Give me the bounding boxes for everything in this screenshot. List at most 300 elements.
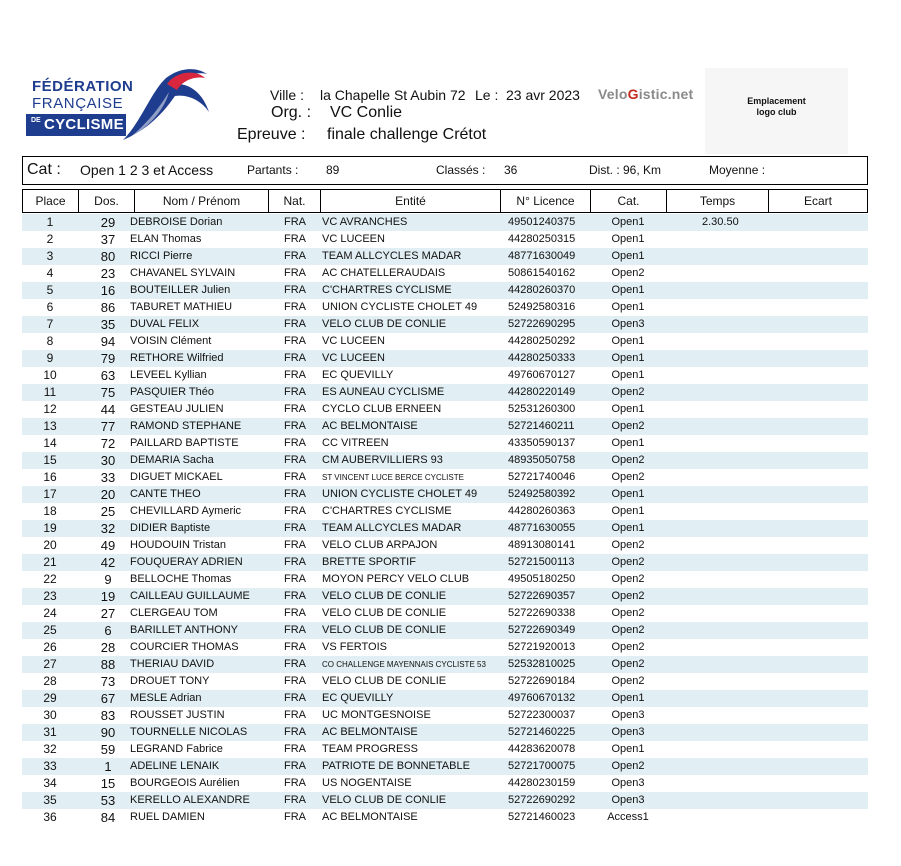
table-row (22, 418, 868, 435)
col-dos: Dos. (79, 190, 135, 212)
cell-cat: Open1 (611, 692, 645, 704)
cell-dos: 59 (100, 742, 116, 757)
cell-dos: 72 (100, 436, 116, 451)
cell-nom: GESTEAU JULIEN (130, 403, 224, 415)
ville-label: Ville : (270, 87, 304, 103)
cell-entite: VC LUCEEN (322, 233, 385, 245)
cell-nom: DUVAL FELIX (130, 318, 200, 330)
cell-entite: US NOGENTAISE (322, 777, 412, 789)
cell-nat: FRA (284, 420, 306, 432)
table-row (22, 775, 868, 792)
classes-value: 36 (504, 163, 518, 177)
cell-dos: 77 (100, 419, 116, 434)
logo-line2: FRANÇAISE (32, 95, 124, 112)
cell-entite: UNION CYCLISTE CHOLET 49 (322, 488, 478, 500)
date-label: Le : (475, 87, 499, 103)
cell-licence: 44280250333 (508, 352, 576, 364)
table-row (22, 690, 868, 707)
cell-licence: 48771630055 (508, 522, 576, 534)
cell-nom: CHAVANEL SYLVAIN (130, 267, 236, 279)
cell-place: 5 (46, 283, 54, 297)
logo-line1: FÉDÉRATION (32, 78, 134, 95)
cell-place: 32 (43, 742, 57, 756)
cell-dos: 79 (100, 351, 116, 366)
table-row (22, 282, 868, 299)
cell-nom: CANTE THEO (130, 488, 201, 500)
partants-label: Partants : (247, 163, 299, 177)
cell-entite: ST VINCENT LUCE BERCE CYCLISTE (322, 473, 464, 482)
cell-cat: Open1 (611, 216, 645, 228)
cell-nom: BOURGEOIS Aurélien (130, 777, 240, 789)
cell-cat: Open3 (611, 794, 645, 806)
cell-entite: AC BELMONTAISE (322, 726, 418, 738)
cell-nat: FRA (284, 811, 306, 823)
cell-licence: 44280230159 (508, 777, 576, 789)
col-nat: Nat. (269, 190, 321, 212)
cell-nom: CLERGEAU TOM (130, 607, 218, 619)
cat-label: Cat : (27, 161, 61, 178)
cell-dos: 75 (100, 385, 116, 400)
cell-licence: 48935050758 (508, 454, 576, 466)
cell-dos: 6 (104, 623, 112, 638)
cell-place: 12 (43, 402, 57, 416)
table-row (22, 384, 868, 401)
cell-nom: ROUSSET JUSTIN (130, 709, 225, 721)
cell-entite: BRETTE SPORTIF (322, 556, 416, 568)
cell-entite: AC BELMONTAISE (322, 811, 418, 823)
ffc-logo (26, 62, 212, 148)
cell-dos: 42 (100, 555, 116, 570)
epreuve-label: Epreuve : (237, 126, 306, 143)
cell-place: 17 (43, 487, 57, 501)
cell-dos: 27 (100, 606, 116, 621)
cell-cat: Open1 (611, 335, 645, 347)
cell-licence: 48913080141 (508, 539, 576, 551)
cell-licence: 44280260370 (508, 284, 576, 296)
cell-place: 11 (43, 385, 57, 399)
logo-line3: CYCLISME (44, 116, 124, 133)
cell-nom: RICCI Pierre (130, 250, 193, 262)
cell-licence: 50861540162 (508, 267, 576, 279)
cell-cat: Access1 (607, 811, 649, 823)
cell-nom: RAMOND STEPHANE (130, 420, 242, 432)
cell-cat: Open1 (611, 284, 645, 296)
cell-entite: UC MONTGESNOISE (322, 709, 431, 721)
cell-place: 23 (43, 589, 57, 603)
cell-licence: 52722690349 (508, 624, 576, 636)
cell-nat: FRA (284, 641, 306, 653)
cell-nom: DIDIER Baptiste (130, 522, 211, 534)
cell-nat: FRA (284, 233, 306, 245)
cell-licence: 43350590137 (508, 437, 576, 449)
col-cat: Cat. (591, 190, 667, 212)
cell-place: 27 (43, 657, 57, 671)
distance-label: Dist. : 96, Km (589, 163, 662, 177)
cell-licence: 52721700075 (508, 760, 576, 772)
cell-nom: PASQUIER Théo (130, 386, 214, 398)
table-row (22, 486, 868, 503)
cell-place: 33 (43, 759, 57, 773)
cell-cat: Open1 (611, 522, 645, 534)
cell-nom: RETHORE Wilfried (130, 352, 224, 364)
cell-entite: AC BELMONTAISE (322, 420, 418, 432)
cell-nom: MESLE Adrian (130, 692, 202, 704)
cell-cat: Open2 (611, 607, 645, 619)
cell-place: 1 (46, 215, 54, 229)
cell-nat: FRA (284, 386, 306, 398)
cell-licence: 52722690184 (508, 675, 576, 687)
cell-licence: 52721740046 (508, 471, 576, 483)
cell-nat: FRA (284, 760, 306, 772)
logo-line3-small: DE (31, 117, 41, 124)
cell-entite: AC CHATELLERAUDAIS (322, 267, 446, 279)
table-row (22, 299, 868, 316)
table-row (22, 231, 868, 248)
cell-nom: HOUDOUIN Tristan (130, 539, 226, 551)
cell-nat: FRA (284, 777, 306, 789)
cell-nom: CAILLEAU GUILLAUME (130, 590, 250, 602)
date-value: 23 avr 2023 (506, 87, 580, 103)
cell-licence: 52722690295 (508, 318, 576, 330)
cell-place: 8 (46, 334, 54, 348)
cell-nat: FRA (284, 437, 306, 449)
cell-entite: TEAM PROGRESS (322, 743, 418, 755)
cell-place: 10 (43, 368, 57, 382)
table-row (22, 248, 868, 265)
cell-dos: 16 (100, 283, 116, 298)
table-row (22, 639, 868, 656)
cell-entite: VELO CLUB DE CONLIE (322, 675, 447, 687)
cell-nat: FRA (284, 743, 306, 755)
cell-entite: CM AUBERVILLIERS 93 (322, 454, 443, 466)
cell-cat: Open2 (611, 590, 645, 602)
cell-place: 18 (43, 504, 57, 518)
cell-place: 35 (43, 793, 57, 807)
cell-nom: LEGRAND Fabrice (130, 743, 223, 755)
cell-entite: C'CHARTRES CYCLISME (322, 284, 452, 296)
cell-nat: FRA (284, 794, 306, 806)
cell-nom: DIGUET MICKAEL (130, 471, 223, 483)
cell-dos: 33 (100, 470, 116, 485)
cell-licence: 52721460023 (508, 811, 576, 823)
cat-value: Open 1 2 3 et Access (80, 162, 214, 178)
cell-nat: FRA (284, 556, 306, 568)
cell-entite: VS FERTOIS (322, 641, 388, 653)
velogistic-brand (598, 86, 693, 102)
cell-licence: 49760670127 (508, 369, 576, 381)
cell-nat: FRA (284, 607, 306, 619)
cell-licence: 52722690357 (508, 590, 576, 602)
cell-cat: Open2 (611, 539, 645, 551)
cell-nom: BELLOCHE Thomas (130, 573, 232, 585)
table-row (22, 758, 868, 775)
cell-place: 25 (43, 623, 57, 637)
club-logo-line1: Emplacement (747, 96, 806, 106)
cell-cat: Open2 (611, 641, 645, 653)
cell-cat: Open1 (611, 403, 645, 415)
cell-dos: 80 (100, 249, 116, 264)
cell-nom: PAILLARD BAPTISTE (130, 437, 239, 449)
cell-place: 3 (46, 249, 54, 263)
cell-nat: FRA (284, 267, 306, 279)
cell-dos: 37 (100, 232, 116, 247)
cell-nom: FOUQUERAY ADRIEN (130, 556, 243, 568)
cell-cat: Open2 (611, 624, 645, 636)
cell-nat: FRA (284, 692, 306, 704)
org-value: VC Conlie (330, 104, 403, 121)
cell-place: 29 (43, 691, 57, 705)
cell-entite: CYCLO CLUB ERNEEN (322, 403, 442, 415)
cell-licence: 44280250315 (508, 233, 576, 245)
cell-dos: 90 (100, 725, 116, 740)
col-nom: Nom / Prénom (135, 190, 269, 212)
cell-entite: VELO CLUB DE CONLIE (322, 590, 447, 602)
cell-nat: FRA (284, 590, 306, 602)
cell-nat: FRA (284, 505, 306, 517)
cell-nom: BOUTEILLER Julien (130, 284, 231, 296)
cell-cat: Open1 (611, 505, 645, 517)
cell-cat: Open1 (611, 743, 645, 755)
cell-licence: 52722690292 (508, 794, 576, 806)
cell-licence: 49760670132 (508, 692, 576, 704)
cell-nom: RUEL DAMIEN (130, 811, 205, 823)
cell-entite: ES AUNEAU CYCLISME (322, 386, 445, 398)
cell-place: 9 (46, 351, 54, 365)
cell-place: 31 (43, 725, 57, 739)
cell-place: 22 (43, 572, 57, 586)
cell-licence: 49505180250 (508, 573, 576, 585)
cell-place: 36 (43, 810, 57, 824)
cell-entite: VELO CLUB DE CONLIE (322, 794, 447, 806)
cell-dos: 20 (100, 487, 116, 502)
cell-cat: Open2 (611, 386, 645, 398)
cell-nat: FRA (284, 522, 306, 534)
cell-nom: TOURNELLE NICOLAS (130, 726, 248, 738)
table-row (22, 673, 868, 690)
col-place: Place (23, 190, 79, 212)
cell-dos: 25 (100, 504, 116, 519)
cell-dos: 15 (100, 776, 116, 791)
table-row (22, 401, 868, 418)
cell-nat: FRA (284, 573, 306, 585)
cell-nat: FRA (284, 352, 306, 364)
cell-licence: 44280220149 (508, 386, 576, 398)
cell-place: 20 (43, 538, 57, 552)
table-row (22, 622, 868, 639)
cell-cat: Open2 (611, 675, 645, 687)
table-row (22, 707, 868, 724)
table-row (22, 316, 868, 333)
cell-dos: 9 (104, 572, 112, 587)
cell-dos: 49 (100, 538, 116, 553)
col-ecart: Ecart (803, 194, 832, 208)
cell-entite: VELO CLUB DE CONLIE (322, 318, 447, 330)
cell-nat: FRA (284, 539, 306, 551)
cell-licence: 52532810025 (508, 658, 576, 670)
cell-cat: Open1 (611, 301, 645, 313)
cell-entite: CC VITREEN (322, 437, 389, 449)
cell-entite: PATRIOTE DE BONNETABLE (322, 760, 470, 772)
cell-nom: DEMARIA Sacha (130, 454, 214, 466)
col-entite: Entité (321, 190, 501, 212)
brand-part2: G (627, 86, 639, 102)
cell-dos: 23 (100, 266, 116, 281)
col-licence: N° Licence (501, 190, 591, 212)
cell-nat: FRA (284, 335, 306, 347)
partants-value: 89 (326, 163, 340, 177)
cell-place: 16 (43, 470, 57, 484)
cell-entite: TEAM ALLCYCLES MADAR (322, 250, 462, 262)
cell-cat: Open2 (611, 573, 645, 585)
table-row (22, 469, 868, 486)
cell-nat: FRA (284, 284, 306, 296)
cell-licence: 52721460211 (508, 420, 575, 432)
cell-licence: 52722690338 (508, 607, 576, 619)
cell-place: 26 (43, 640, 57, 654)
cell-licence: 44283620078 (508, 743, 576, 755)
cell-place: 2 (46, 232, 54, 246)
cell-entite: VELO CLUB DE CONLIE (322, 607, 447, 619)
brand-part1: Velo (598, 86, 628, 102)
cell-nom: ELAN Thomas (130, 233, 202, 245)
cell-licence: 44280260363 (508, 505, 576, 517)
cell-nat: FRA (284, 318, 306, 330)
cell-nat: FRA (284, 488, 306, 500)
cell-nom: VOISIN Clément (130, 335, 212, 347)
cell-place: 13 (43, 419, 57, 433)
cell-nat: FRA (284, 709, 306, 721)
cell-place: 15 (43, 453, 57, 467)
table-row (22, 520, 868, 537)
cell-cat: Open1 (611, 488, 645, 500)
cell-nom: LEVEEL Kyllian (130, 369, 207, 381)
table-row (22, 435, 868, 452)
table-row (22, 554, 868, 571)
cell-cat: Open2 (611, 760, 645, 772)
cell-cat: Open1 (611, 250, 645, 262)
table-row (22, 350, 868, 367)
cell-entite: VC LUCEEN (322, 352, 385, 364)
cell-dos: 32 (100, 521, 116, 536)
cell-cat: Open1 (611, 233, 645, 245)
cell-place: 6 (46, 300, 54, 314)
cell-nom: KERELLO ALEXANDRE (130, 794, 250, 806)
org-label: Org. : (271, 104, 312, 121)
cell-nat: FRA (284, 216, 306, 228)
cell-nat: FRA (284, 675, 306, 687)
cell-nom: ADELINE LENAIK (130, 760, 220, 772)
cell-cat: Open3 (611, 726, 645, 738)
cell-licence: 52722300037 (508, 709, 576, 721)
cell-dos: 28 (100, 640, 116, 655)
cell-dos: 53 (100, 793, 116, 808)
cell-cat: Open1 (611, 437, 645, 449)
cell-dos: 1 (104, 759, 112, 774)
cell-licence: 52721500113 (508, 556, 575, 568)
cell-place: 19 (43, 521, 57, 535)
cell-cat: Open2 (611, 471, 645, 483)
cell-place: 7 (46, 317, 54, 331)
cell-licence: 49501240375 (508, 216, 576, 228)
cell-nom: BARILLET ANTHONY (130, 624, 238, 636)
table-row (22, 571, 868, 588)
cell-licence: 52492580392 (508, 488, 576, 500)
cell-place: 4 (46, 266, 54, 280)
cell-temps: 2.30.50 (702, 216, 739, 228)
brand-part3: istic.net (638, 86, 694, 102)
cell-nom: CHEVILLARD Aymeric (130, 505, 242, 517)
table-row (22, 214, 868, 231)
cell-cat: Open3 (611, 709, 645, 721)
cell-entite: UNION CYCLISTE CHOLET 49 (322, 301, 478, 313)
cell-licence: 48771630049 (508, 250, 576, 262)
cell-dos: 19 (100, 589, 116, 604)
cell-cat: Open1 (611, 369, 645, 381)
cell-dos: 86 (100, 300, 116, 315)
table-row (22, 265, 868, 282)
results-table-body (22, 214, 868, 826)
cell-entite: VC LUCEEN (322, 335, 385, 347)
cell-nat: FRA (284, 454, 306, 466)
cell-dos: 73 (100, 674, 116, 689)
cell-dos: 44 (100, 402, 116, 417)
results-table-header (22, 189, 868, 213)
cell-entite: EC QUEVILLY (322, 369, 394, 381)
table-row (22, 367, 868, 384)
table-row (22, 588, 868, 605)
cell-dos: 30 (100, 453, 116, 468)
cell-licence: 52531260300 (508, 403, 576, 415)
moyenne-label: Moyenne : (709, 163, 766, 177)
cell-entite: VELO CLUB DE CONLIE (322, 624, 447, 636)
cell-licence: 52492580316 (508, 301, 576, 313)
cell-nat: FRA (284, 471, 306, 483)
cell-nom: DEBROISE Dorian (130, 216, 223, 228)
table-row (22, 809, 868, 826)
table-row (22, 605, 868, 622)
table-row (22, 792, 868, 809)
cell-cat: Open2 (611, 420, 645, 432)
cell-cat: Open2 (611, 267, 645, 279)
col-temps: Temps (667, 190, 769, 212)
cell-place: 21 (43, 555, 57, 569)
cell-nat: FRA (284, 624, 306, 636)
logo-swoosh-icon (121, 62, 213, 146)
cell-entite: TEAM ALLCYCLES MADAR (322, 522, 462, 534)
cell-entite: EC QUEVILLY (322, 692, 394, 704)
table-row (22, 656, 868, 673)
table-row (22, 333, 868, 350)
ville-value: la Chapelle St Aubin 72 (320, 87, 466, 103)
cell-entite: C'CHARTRES CYCLISME (322, 505, 452, 517)
cell-dos: 94 (100, 334, 116, 349)
club-logo-line2: logo club (756, 107, 797, 117)
cell-place: 24 (43, 606, 57, 620)
cell-cat: Open2 (611, 556, 645, 568)
cell-place: 30 (43, 708, 57, 722)
cell-licence: 52721920013 (508, 641, 576, 653)
cell-dos: 88 (100, 657, 116, 672)
cell-cat: Open1 (611, 352, 645, 364)
cell-place: 28 (43, 674, 57, 688)
table-row (22, 537, 868, 554)
cell-entite: MOYON PERCY VELO CLUB (322, 573, 470, 585)
cell-dos: 84 (100, 810, 116, 825)
cell-entite: CO CHALLENGE MAYENNAIS CYCLISTE 53 (322, 660, 486, 669)
cell-dos: 83 (100, 708, 116, 723)
epreuve-value: finale challenge Crétot (327, 126, 487, 143)
cell-nom: COURCIER THOMAS (130, 641, 239, 653)
